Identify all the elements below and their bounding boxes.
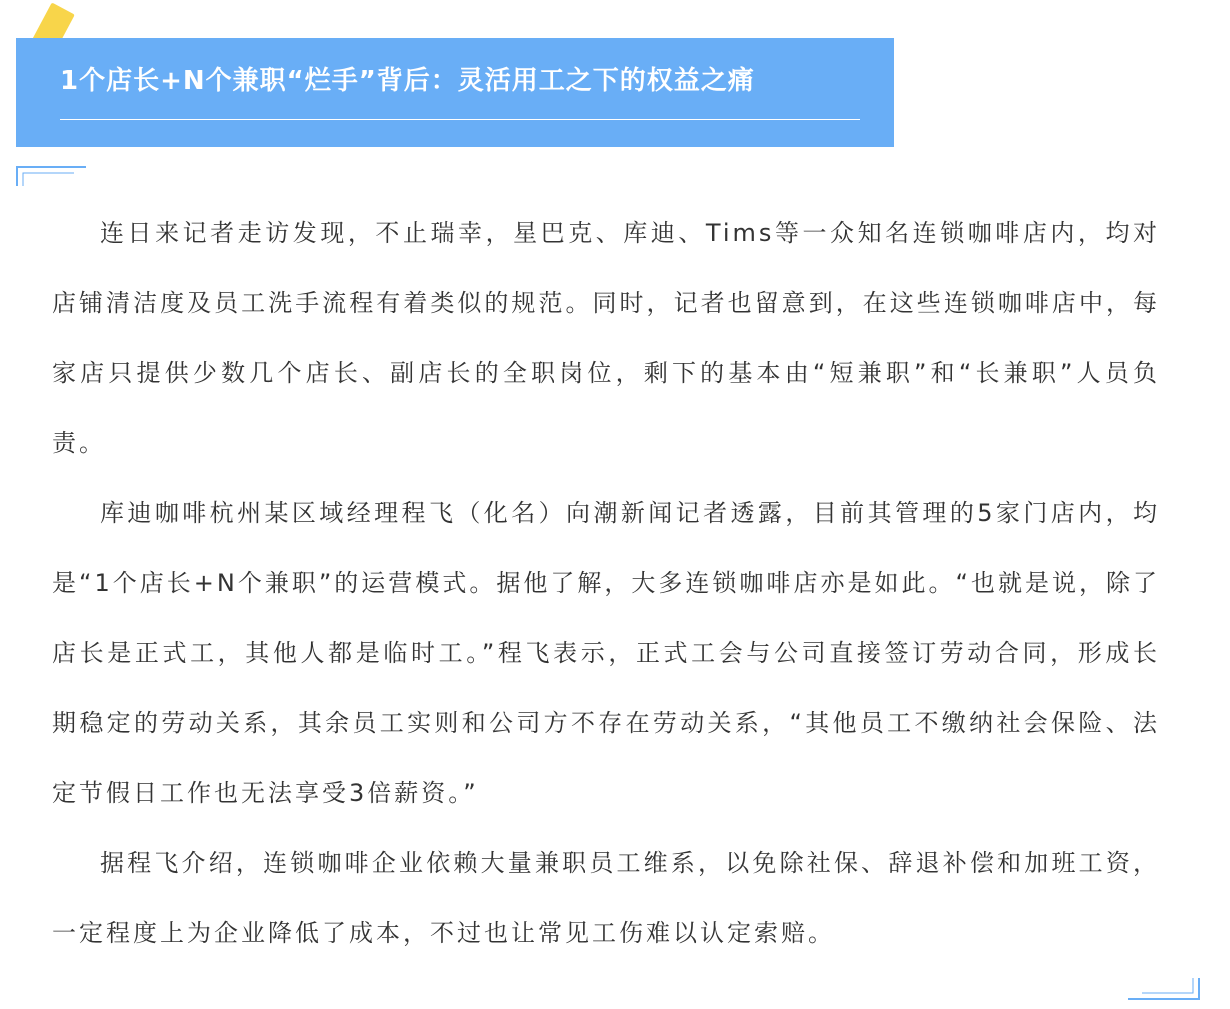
corner-bracket-top-left (16, 166, 86, 186)
title-banner (16, 38, 894, 147)
article-paragraph: 连日来记者走访发现，不止瑞幸，星巴克、库迪、Tims等一众知名连锁咖啡店内，均对店铺清洁度及员工洗手流程有着类似的规范。同时，记者也留意到，在这些连锁咖啡店中，每家店只提供少数几个店长、副店长的全职岗位，剩下的基本由“短兼职”和“长兼职”人员负责。 (52, 219, 1160, 457)
article-paragraph: 库迪咖啡杭州某区域经理程飞（化名）向潮新闻记者透露，目前其管理的5家门店内，均是“1个店长+N个兼职”的运营模式。据他了解，大多连锁咖啡店亦是如此。“也就是说，除了店长是正式工，其他人都是临时工。”程飞表示，正式工会与公司直接签订劳动合同，形成长期稳定的劳动关系，其余员工实则和公司方不存在劳动关系，“其他员工不缴纳社会保险、法定节假日工作也无法享受3倍薪资。” (52, 499, 1160, 807)
article-body (52, 198, 1160, 968)
article-paragraph: 据程飞介绍，连锁咖啡企业依赖大量兼职员工维系，以免除社保、辞退补偿和加班工资，一定程度上为企业降低了成本，不过也让常见工伤难以认定索赔。 (52, 849, 1160, 947)
corner-bracket-bottom-right (1128, 978, 1200, 1000)
page-title: 1个店长+N个兼职“烂手”背后：灵活用工之下的权益之痛 (60, 66, 755, 96)
title-underline (60, 119, 860, 120)
